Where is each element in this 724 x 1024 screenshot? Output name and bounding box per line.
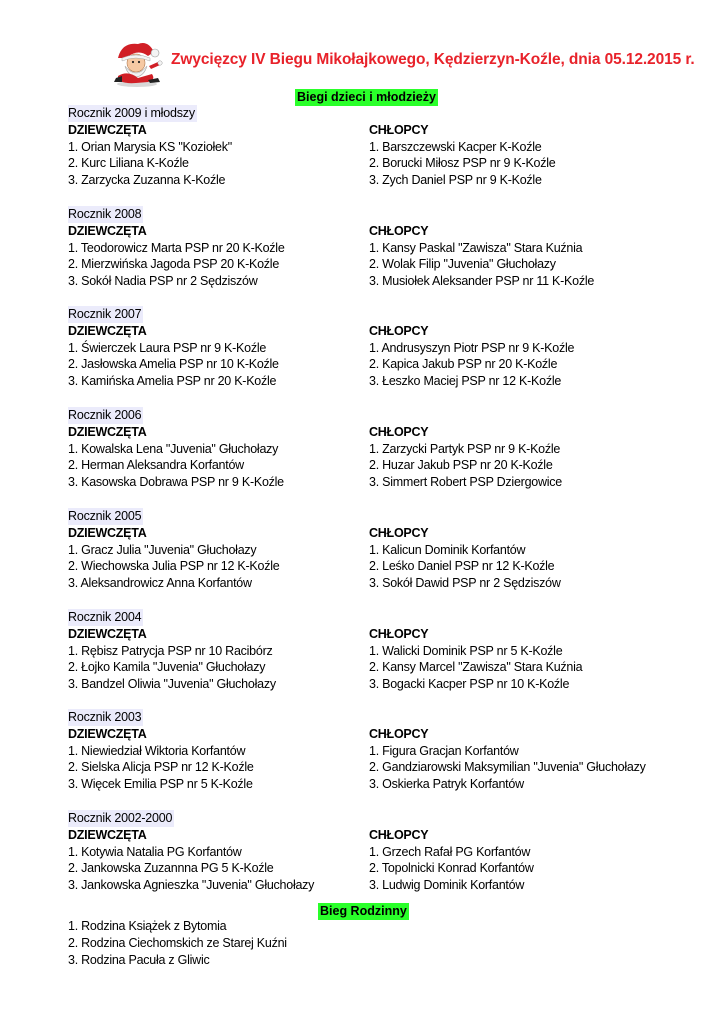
girl-result: 3. Bandzel Oliwia "Juvenia" Głuchołazy bbox=[68, 677, 276, 692]
age-group bbox=[68, 306, 708, 390]
family-results bbox=[68, 918, 287, 968]
boy-result: 1. Figura Gracjan Korfantów bbox=[369, 743, 519, 758]
result-row bbox=[68, 340, 708, 357]
column-header-row bbox=[68, 223, 708, 240]
girl-result: 1. Teodorowicz Marta PSP nr 20 K-Koźle bbox=[68, 240, 285, 255]
result-row bbox=[68, 139, 708, 156]
boy-result: 1. Andrusyszyn Piotr PSP nr 9 K-Koźle bbox=[369, 340, 575, 355]
boy-result: 3. Bogacki Kacper PSP nr 10 K-Koźle bbox=[369, 677, 570, 692]
boy-result: 2. Huzar Jakub PSP nr 20 K-Koźle bbox=[369, 458, 553, 473]
boy-result: 2. Gandziarowski Maksymilian "Juvenia" Głuchołazy bbox=[369, 760, 646, 775]
boy-result: 1. Kalicun Dominik Korfantów bbox=[369, 542, 526, 557]
age-group-label: Rocznik 2002-2000 bbox=[68, 811, 173, 825]
girl-result: 3. Kasowska Dobrawa PSP nr 9 K-Koźle bbox=[68, 475, 284, 490]
boys-column-header: CHŁOPCY bbox=[369, 424, 429, 439]
result-row bbox=[68, 474, 708, 491]
girl-result: 3. Zarzycka Zuzanna K-Koźle bbox=[68, 173, 226, 188]
result-row bbox=[68, 356, 708, 373]
age-group-row bbox=[68, 407, 708, 424]
girl-result: 2. Łojko Kamila "Juvenia" Głuchołazy bbox=[68, 660, 266, 675]
boys-column-header: CHŁOPCY bbox=[369, 525, 429, 540]
girl-result: 2. Herman Aleksandra Korfantów bbox=[68, 458, 244, 473]
result-row bbox=[68, 457, 708, 474]
result-row bbox=[68, 373, 708, 390]
girl-result: 3. Jankowska Agnieszka "Juvenia" Głuchołazy bbox=[68, 878, 315, 893]
girl-result: 3. Kamińska Amelia PSP nr 20 K-Koźle bbox=[68, 374, 277, 389]
age-group bbox=[68, 709, 708, 793]
girls-column-header: DZIEWCZĘTA bbox=[68, 525, 147, 540]
girl-result: 2. Jasłowska Amelia PSP nr 10 K-Koźle bbox=[68, 357, 279, 372]
boy-result: 3. Oskierka Patryk Korfantów bbox=[369, 777, 524, 792]
girls-column-header: DZIEWCZĘTA bbox=[68, 424, 147, 439]
boy-result: 1. Grzech Rafał PG Korfantów bbox=[369, 844, 531, 859]
girl-result: 2. Kurc Liliana K-Koźle bbox=[68, 156, 189, 171]
girl-result: 2. Mierzwińska Jagoda PSP 20 K-Koźle bbox=[68, 257, 280, 272]
result-row bbox=[68, 256, 708, 273]
age-group-row bbox=[68, 306, 708, 323]
girls-column-header: DZIEWCZĘTA bbox=[68, 827, 147, 842]
result-row bbox=[68, 743, 708, 760]
result-row bbox=[68, 659, 708, 676]
boy-result: 3. Zych Daniel PSP nr 9 K-Koźle bbox=[369, 173, 542, 188]
result-row bbox=[68, 860, 708, 877]
girls-column-header: DZIEWCZĘTA bbox=[68, 323, 147, 338]
age-group-label: Rocznik 2006 bbox=[68, 408, 142, 422]
age-group-row bbox=[68, 105, 708, 122]
boy-result: 3. Ludwig Dominik Korfantów bbox=[369, 878, 525, 893]
age-group bbox=[68, 508, 708, 592]
result-row bbox=[68, 273, 708, 290]
family-result-item: 1. Rodzina Książek z Bytomia bbox=[68, 919, 227, 933]
boys-column-header: CHŁOPCY bbox=[369, 122, 429, 137]
girl-result: 2. Jankowska Zuzannna PG 5 K-Koźle bbox=[68, 861, 274, 876]
boys-column-header: CHŁOPCY bbox=[369, 323, 429, 338]
girl-result: 3. Aleksandrowicz Anna Korfantów bbox=[68, 576, 252, 591]
girl-result: 1. Kowalska Lena "Juvenia" Głuchołazy bbox=[68, 441, 279, 456]
result-row bbox=[68, 558, 708, 575]
girl-result: 1. Świerczek Laura PSP nr 9 K-Koźle bbox=[68, 340, 267, 355]
result-row bbox=[68, 542, 708, 559]
family-result-item: 3. Rodzina Pacuła z Gliwic bbox=[68, 952, 210, 967]
boy-result: 2. Leśko Daniel PSP nr 12 K-Koźle bbox=[369, 559, 555, 574]
family-result-item: 2. Rodzina Ciechomskich ze Starej Kuźni bbox=[68, 935, 287, 950]
santa-runner-logo bbox=[108, 36, 166, 88]
page-title: Zwycięzcy IV Biegu Mikołajkowego, Kędzierzyn-Koźle, dnia 05.12.2015 r. bbox=[171, 51, 695, 68]
age-group-row bbox=[68, 709, 708, 726]
boys-column-header: CHŁOPCY bbox=[369, 223, 429, 238]
result-row bbox=[68, 676, 708, 693]
age-group-label: Rocznik 2004 bbox=[68, 610, 142, 624]
column-header-row bbox=[68, 122, 708, 139]
column-header-row bbox=[68, 424, 708, 441]
boy-result: 1. Zarzycki Partyk PSP nr 9 K-Koźle bbox=[369, 441, 561, 456]
age-group bbox=[68, 105, 708, 189]
boy-result: 1. Walicki Dominik PSP nr 5 K-Koźle bbox=[369, 643, 563, 658]
girls-column-header: DZIEWCZĘTA bbox=[68, 626, 147, 641]
girl-result: 1. Orian Marysia KS "Koziołek" bbox=[68, 139, 232, 154]
girl-result: 2. Sielska Alicja PSP nr 12 K-Koźle bbox=[68, 760, 254, 775]
girl-result: 3. Sokół Nadia PSP nr 2 Sędziszów bbox=[68, 274, 258, 289]
age-group-row bbox=[68, 206, 708, 223]
column-header-row bbox=[68, 525, 708, 542]
age-group-label: Rocznik 2008 bbox=[68, 207, 142, 221]
age-group-row bbox=[68, 609, 708, 626]
section-heading-children: Biegi dzieci i młodzieży bbox=[297, 90, 436, 104]
result-row bbox=[68, 877, 708, 894]
girls-column-header: DZIEWCZĘTA bbox=[68, 726, 147, 741]
boys-column-header: CHŁOPCY bbox=[369, 726, 429, 741]
girl-result: 1. Kotywia Natalia PG Korfantów bbox=[68, 844, 242, 859]
age-group bbox=[68, 407, 708, 491]
boy-result: 3. Sokół Dawid PSP nr 2 Sędziszów bbox=[369, 576, 561, 591]
age-group bbox=[68, 609, 708, 693]
girl-result: 1. Rębisz Patrycja PSP nr 10 Racibórz bbox=[68, 643, 273, 658]
result-row bbox=[68, 844, 708, 861]
girls-column-header: DZIEWCZĘTA bbox=[68, 223, 147, 238]
boy-result: 2. Topolnicki Konrad Korfantów bbox=[369, 861, 534, 876]
boy-result: 3. Łeszko Maciej PSP nr 12 K-Koźle bbox=[369, 374, 562, 389]
section-heading-family: Bieg Rodzinny bbox=[320, 904, 407, 918]
boy-result: 2. Kansy Marcel "Zawisza" Stara Kuźnia bbox=[369, 660, 583, 675]
girl-result: 1. Niewiedział Wiktoria Korfantów bbox=[68, 743, 246, 758]
result-row bbox=[68, 643, 708, 660]
result-row bbox=[68, 240, 708, 257]
column-header-row bbox=[68, 726, 708, 743]
boys-column-header: CHŁOPCY bbox=[369, 827, 429, 842]
boys-column-header: CHŁOPCY bbox=[369, 626, 429, 641]
age-group-label: Rocznik 2009 i młodszy bbox=[68, 106, 195, 120]
boy-result: 2. Kapica Jakub PSP nr 20 K-Koźle bbox=[369, 357, 558, 372]
boy-result: 2. Wolak Filip "Juvenia" Głuchołazy bbox=[369, 257, 556, 272]
result-row bbox=[68, 575, 708, 592]
result-row bbox=[68, 759, 708, 776]
age-group-label: Rocznik 2005 bbox=[68, 509, 142, 523]
boy-result: 1. Barszczewski Kacper K-Koźle bbox=[369, 139, 542, 154]
column-header-row bbox=[68, 827, 708, 844]
girl-result: 1. Gracz Julia "Juvenia" Głuchołazy bbox=[68, 542, 257, 557]
boy-result: 3. Musiołek Aleksander PSP nr 11 K-Koźle bbox=[369, 274, 595, 289]
age-group bbox=[68, 206, 708, 290]
age-group bbox=[68, 810, 708, 894]
age-group-label: Rocznik 2003 bbox=[68, 710, 142, 724]
boy-result: 3. Simmert Robert PSP Dziergowice bbox=[369, 475, 562, 490]
result-row bbox=[68, 172, 708, 189]
result-row bbox=[68, 776, 708, 793]
girl-result: 2. Wiechowska Julia PSP nr 12 K-Koźle bbox=[68, 559, 280, 574]
boy-result: 2. Borucki Miłosz PSP nr 9 K-Koźle bbox=[369, 156, 556, 171]
result-row bbox=[68, 441, 708, 458]
girls-column-header: DZIEWCZĘTA bbox=[68, 122, 147, 137]
age-group-label: Rocznik 2007 bbox=[68, 307, 142, 321]
column-header-row bbox=[68, 626, 708, 643]
result-row bbox=[68, 155, 708, 172]
age-group-row bbox=[68, 508, 708, 525]
column-header-row bbox=[68, 323, 708, 340]
age-group-row bbox=[68, 810, 708, 827]
girl-result: 3. Więcek Emilia PSP nr 5 K-Koźle bbox=[68, 777, 253, 792]
boy-result: 1. Kansy Paskal "Zawisza" Stara Kuźnia bbox=[369, 240, 583, 255]
